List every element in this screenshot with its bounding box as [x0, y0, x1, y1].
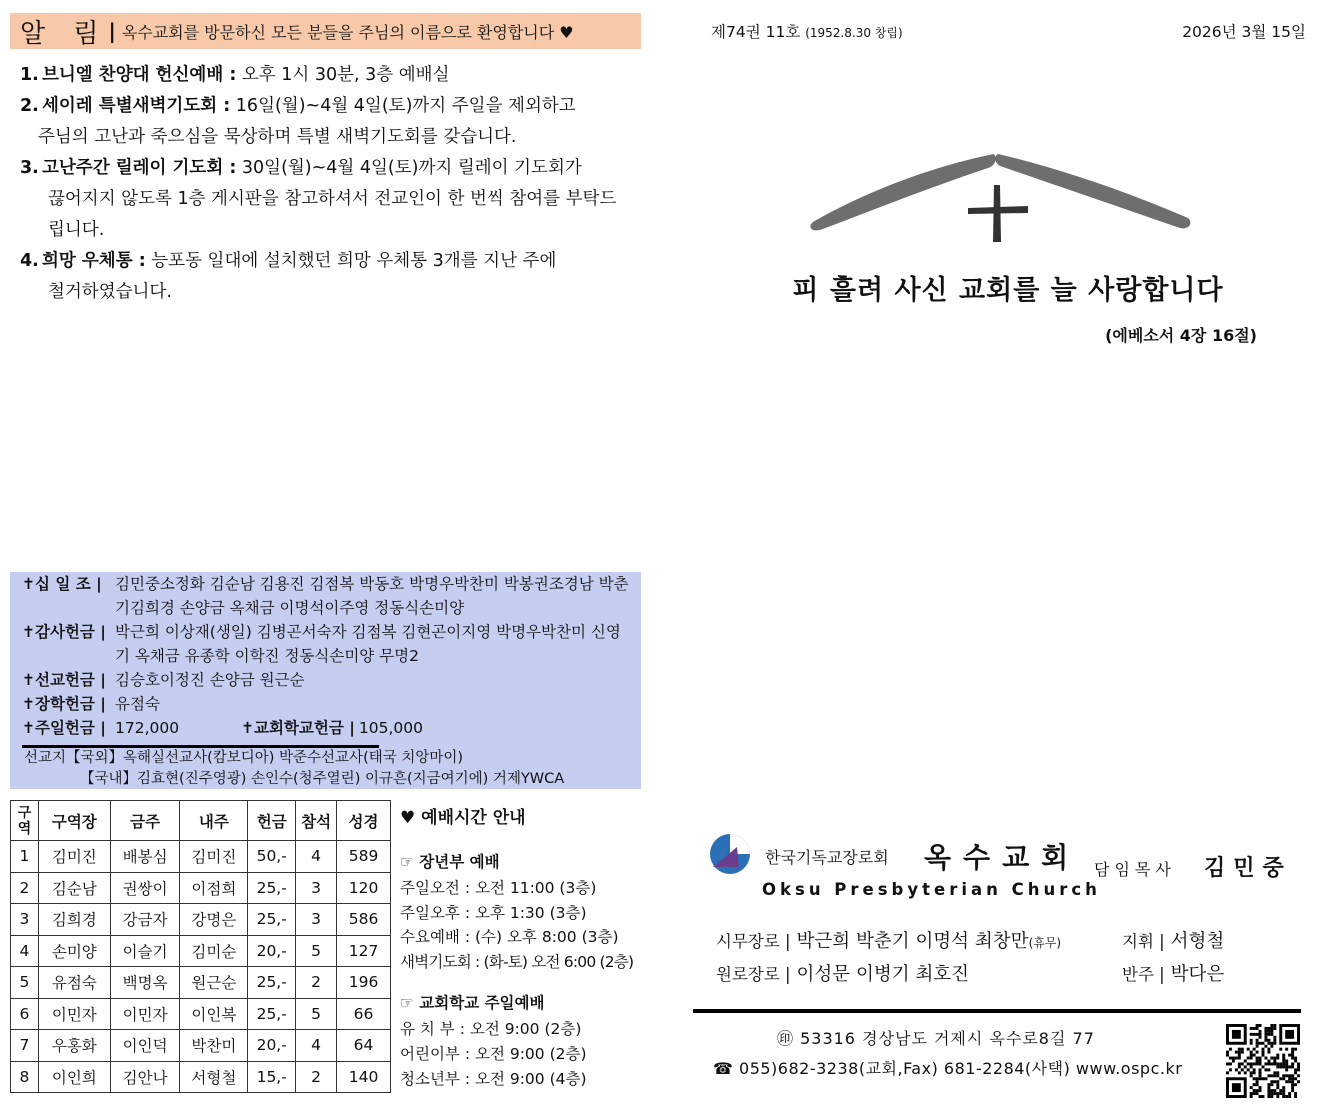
offering-tithe: [22, 572, 629, 620]
offering-thanks: [22, 620, 629, 668]
church-english-name: Oksu Presbyterian Church: [762, 880, 1101, 899]
bulletin-date: 2026년 3월 15일: [1182, 23, 1306, 41]
table-cell: 25,-: [248, 872, 296, 904]
offering-label: ✝선교헌금 |: [22, 671, 106, 689]
notice-item: [20, 91, 630, 122]
notice-continuation: 주님의 고난과 죽으심을 묵상하며 특별 새벽기도회를 갖습니다.: [38, 127, 517, 147]
retired-elders-names: 이성문 이병기 최호진: [796, 964, 970, 985]
accompanist-label: 반주 |: [1122, 965, 1165, 984]
notice-title: 알 림: [20, 18, 109, 49]
church-name: 옥수교회: [924, 841, 1081, 874]
offering-totals: [22, 716, 629, 740]
table-cell: 백명옥: [110, 967, 180, 999]
notice-item: [20, 153, 630, 246]
offering-names: 김민중소정화 김순남 김용진 김점복 박동호 박명우박찬미 박봉권조경남 박춘기김희경 손양금 옥채금 이명석이주영 정동식손미양: [115, 575, 629, 617]
column-header: 헌금: [248, 801, 296, 841]
conductor-name: 서형철: [1170, 931, 1225, 952]
table-cell: 5: [11, 967, 39, 999]
table-cell: 김희경: [38, 904, 110, 936]
table-cell: 7: [11, 1030, 39, 1062]
footer-divider: [693, 1009, 1301, 1013]
verse-reference: (에베소서 4장 16절): [1105, 326, 1257, 345]
offering-names: 김승호이정진 손양금 원근순: [115, 671, 305, 689]
notice-continuation: 끊어지지 않도록 1층 게시판을 참고하셔서 전교인이 한 번씩 참여를 부탁드립니다.: [48, 189, 617, 240]
table-cell: 이인희: [38, 1061, 110, 1093]
offering-label: ✝교회학교헌금 |: [241, 719, 355, 737]
accompanist-name: 박다은: [1170, 964, 1225, 985]
notice-heading: 희망 우체통 :: [42, 251, 146, 271]
issue-number: 제74권 11호 (1952.8.30 창립): [711, 23, 903, 41]
notice-number: 1.: [20, 65, 39, 85]
table-row: [11, 1030, 391, 1062]
table-cell: 15,-: [248, 1061, 296, 1093]
notice-list: [20, 60, 630, 308]
table-cell: 66: [337, 998, 391, 1030]
column-header: 내주: [180, 801, 248, 841]
table-cell: 김미순: [180, 935, 248, 967]
notice-heading: 브니엘 찬양대 헌신예배 :: [42, 65, 237, 85]
table-row: [11, 935, 391, 967]
table-cell: 3: [11, 904, 39, 936]
offering-names: 유점숙: [115, 695, 160, 713]
table-row: [11, 998, 391, 1030]
accompanist: [1122, 960, 1224, 986]
worship-title: ♥ 예배시간 안내: [400, 808, 526, 828]
offering-label: ✝십 일 조 |: [22, 575, 102, 593]
table-cell: 6: [11, 998, 39, 1030]
notice-item: [20, 246, 630, 308]
notice-number: 3.: [20, 158, 39, 178]
column-header: 구역장: [38, 801, 110, 841]
retired-elders: [716, 960, 969, 986]
table-cell: 강명은: [180, 904, 248, 936]
table-cell: 25,-: [248, 904, 296, 936]
table-cell: 3: [296, 872, 337, 904]
table-cell: 2: [296, 1061, 337, 1093]
sunday-offering-amount: 172,000: [115, 719, 180, 737]
table-cell: 589: [337, 841, 391, 873]
table-cell: 4: [11, 935, 39, 967]
pastor-label: 담임목사: [1094, 860, 1176, 879]
offering-label: ✝감사헌금 |: [22, 623, 106, 641]
pastor-name: 김민중: [1204, 856, 1292, 881]
offering-missions: [22, 668, 629, 692]
notice-text: 16일(월)~4월 4일(토)까지 주일을 제외하고: [230, 96, 576, 116]
column-header: 구역: [11, 801, 39, 841]
offering-label: ✝장학헌금 |: [22, 695, 106, 713]
table-cell: 원근순: [180, 967, 248, 999]
table-row: [11, 872, 391, 904]
table-cell: 김미진: [38, 841, 110, 873]
notice-continuation: 철거하였습니다.: [48, 282, 172, 302]
notice-text: 능포동 일대에 설치했던 희망 우체통 3개를 지난 주에: [145, 251, 557, 271]
table-cell: 120: [337, 872, 391, 904]
notice-item: [20, 60, 630, 91]
notice-number: 2.: [20, 96, 39, 116]
table-cell: 127: [337, 935, 391, 967]
table-cell: 586: [337, 904, 391, 936]
adult-worship-title: ☞ 장년부 예배: [400, 853, 500, 871]
table-cell: 4: [296, 1030, 337, 1062]
school-offering-amount: 105,000: [358, 719, 423, 737]
table-cell: 8: [11, 1061, 39, 1093]
mission-field-domestic: 【국내】김효현(진주영광) 손인수(청주열린) 이규흔(지금여기에) 거제YWCA: [80, 771, 565, 787]
mission-field: [24, 748, 564, 790]
church-roof-cross-icon: [808, 150, 1194, 254]
conductor-label: 지휘 |: [1122, 932, 1165, 951]
table-cell: 20,-: [248, 1030, 296, 1062]
notice-header: [10, 13, 641, 49]
table-row: [11, 967, 391, 999]
elders-label: 시무장로 |: [716, 932, 791, 951]
table-cell: 25,-: [248, 967, 296, 999]
slogan: 피 흘려 사신 교회를 늘 사랑합니다: [792, 275, 1224, 306]
table-cell: 김순남: [38, 872, 110, 904]
table-cell: 김미진: [180, 841, 248, 873]
table-cell: 2: [296, 967, 337, 999]
notice-heading: 세이레 특별새벽기도회 :: [42, 96, 231, 116]
worship-time: 주일오후 : 오후 1:30 (3층): [400, 903, 587, 922]
worship-time: 주일오전 : 오전 11:00 (3층): [400, 879, 597, 897]
elders-note: (휴무): [1028, 936, 1062, 950]
table-cell: 2: [11, 872, 39, 904]
church-contact: ☎ 055)682-3238(교회,Fax) 681-2284(사택) www.ospc.kr: [713, 1059, 1183, 1078]
conductor: [1122, 927, 1224, 953]
elders-names: 박근희 박춘기 이명석 최창만: [796, 931, 1029, 952]
retired-elders-label: 원로장로 |: [716, 965, 791, 984]
column-header: 참석: [296, 801, 337, 841]
table-cell: 140: [337, 1061, 391, 1093]
worship-time: 청소년부 : 오전 9:00 (4층): [400, 1069, 587, 1088]
notice-welcome: 옥수교회를 방문하신 모든 분들을 주님의 이름으로 환영합니다 ♥: [121, 22, 574, 42]
school-worship-title: ☞ 교회학교 주일예배: [400, 994, 545, 1013]
table-cell: 50,-: [248, 841, 296, 873]
table-cell: 우홍화: [38, 1030, 110, 1062]
table-cell: 196: [337, 967, 391, 999]
table-cell: 이인덕: [110, 1030, 180, 1062]
table-cell: 25,-: [248, 998, 296, 1030]
table-cell: 20,-: [248, 935, 296, 967]
table-cell: 4: [296, 841, 337, 873]
table-cell: 배봉심: [110, 841, 180, 873]
denomination: 한국기독교장로회: [765, 848, 889, 867]
table-row: [11, 1061, 391, 1093]
church-address: ㊞ 53316 경상남도 거제시 옥수로8길 77: [777, 1029, 1095, 1048]
worship-schedule: [400, 803, 640, 1091]
table-cell: 박찬미: [180, 1030, 248, 1062]
worship-time: 어린이부 : 오전 9:00 (2층): [400, 1044, 587, 1063]
worship-time: 수요예배 : (수) 오후 8:00 (3층): [400, 928, 619, 947]
elders: [716, 927, 1061, 953]
district-table: [10, 800, 391, 1093]
table-row: [11, 904, 391, 936]
notice-number: 4.: [20, 251, 39, 271]
table-cell: 5: [296, 935, 337, 967]
qr-code-icon: [1226, 1024, 1300, 1102]
notice-text: 오후 1시 30분, 3층 예배실: [236, 65, 450, 85]
offering-box: [10, 572, 641, 789]
founded-date: (1952.8.30 창립): [805, 26, 903, 40]
table-cell: 강금자: [110, 904, 180, 936]
table-cell: 김안나: [110, 1061, 180, 1093]
offering-scholarship: [22, 692, 629, 716]
table-cell: 유점숙: [38, 967, 110, 999]
table-cell: 서형철: [180, 1061, 248, 1093]
mission-field-overseas: 선교지【국외】옥해실선교사(캄보디아) 박준수선교사(태국 치앙마이): [24, 750, 464, 766]
table-cell: 1: [11, 841, 39, 873]
table-cell: 3: [296, 904, 337, 936]
worship-time: 새벽기도회 : (화-토) 오전 6:00 (2층): [400, 952, 634, 971]
table-cell: 5: [296, 998, 337, 1030]
table-cell: 권쌍이: [110, 872, 180, 904]
notice-separator: |: [108, 19, 116, 43]
table-cell: 이민자: [38, 998, 110, 1030]
table-cell: 64: [337, 1030, 391, 1062]
table-cell: 손미양: [38, 935, 110, 967]
table-row: [11, 841, 391, 873]
table-header-row: [11, 801, 391, 841]
worship-time: 유 치 부 : 오전 9:00 (2층): [400, 1020, 582, 1039]
table-cell: 이점희: [180, 872, 248, 904]
table-cell: 이인복: [180, 998, 248, 1030]
table-cell: 이민자: [110, 998, 180, 1030]
column-header: 성경: [337, 801, 391, 841]
column-header: 금주: [110, 801, 180, 841]
notice-text: 30일(월)~4월 4일(토)까지 릴레이 기도회가: [236, 158, 582, 178]
church-logo-icon: [709, 833, 751, 879]
notice-heading: 고난주간 릴레이 기도회 :: [42, 158, 237, 178]
offering-names: 박근희 이상재(생일) 김병곤서숙자 김점복 김현곤이지영 박명우박찬미 신영기 옥채금 유종학 이학진 정동식손미양 무명2: [115, 623, 621, 665]
offering-label: ✝주일헌금 |: [22, 719, 106, 737]
table-cell: 이슬기: [110, 935, 180, 967]
